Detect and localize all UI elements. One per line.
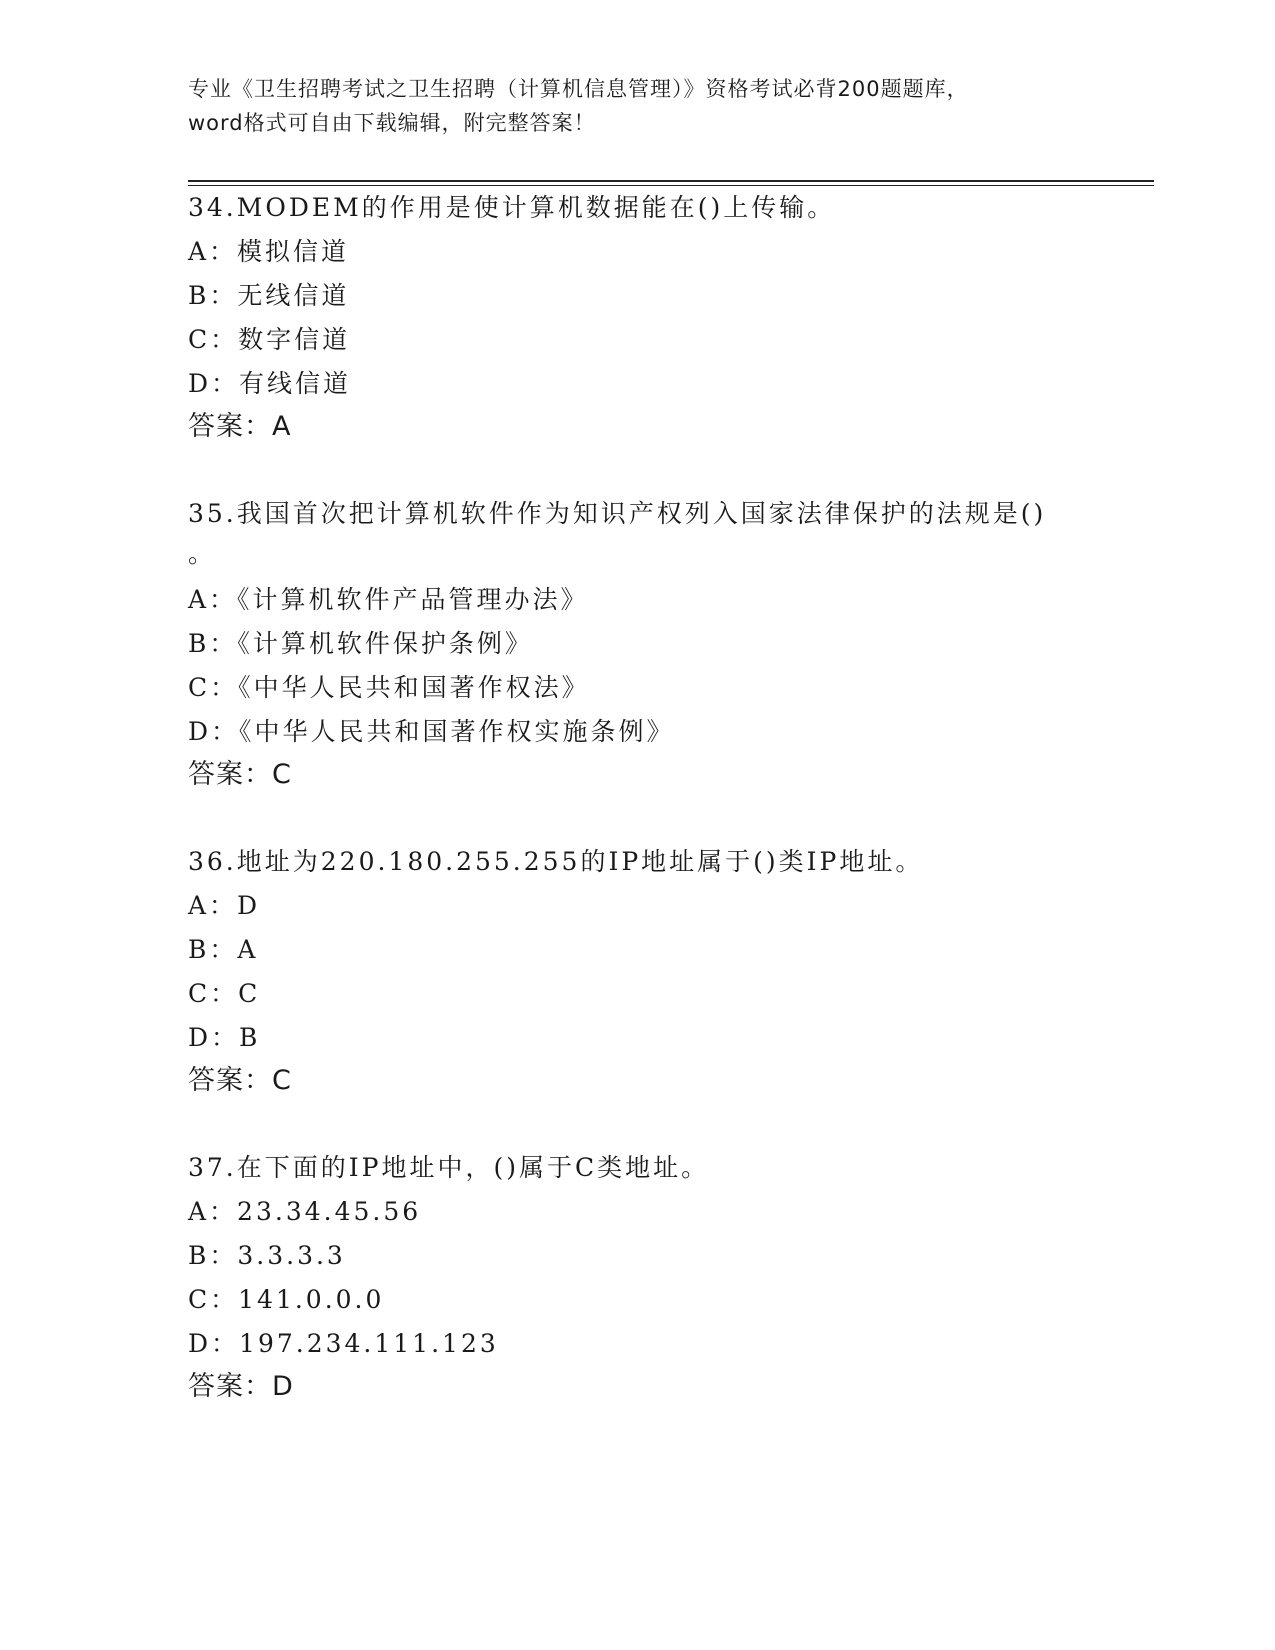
question-37-answer: 答案：D xyxy=(188,1371,294,1402)
document-header xyxy=(188,72,1088,140)
question-35-option-a: A：《计算机软件产品管理办法》 xyxy=(188,585,589,614)
question-36-option-d: D：B xyxy=(188,1023,261,1052)
question-35-stem-continuation: 。 xyxy=(188,539,217,568)
question-35-stem: 35.我国首次把计算机软件作为知识产权列入国家法律保护的法规是() xyxy=(188,499,1047,528)
header-divider-thin xyxy=(188,185,1154,186)
question-36-option-b: B：A xyxy=(188,935,259,964)
header-line-1: 专业《卫生招聘考试之卫生招聘（计算机信息管理）》资格考试必背200题题库， xyxy=(188,77,969,101)
question-34-option-b: B：无线信道 xyxy=(188,281,350,310)
question-34-stem: 34.MODEM的作用是使计算机数据能在()上传输。 xyxy=(188,193,836,222)
question-37-option-c: C：141.0.0.0 xyxy=(188,1285,385,1314)
question-34-answer: 答案：A xyxy=(188,411,292,442)
question-35-option-c: C：《中华人民共和国著作权法》 xyxy=(188,673,590,702)
header-divider-thick xyxy=(188,180,1154,182)
question-36-option-a: A：D xyxy=(188,891,261,920)
question-36-stem: 36.地址为220.180.255.255的IP地址属于()类IP地址。 xyxy=(188,847,924,876)
question-34-option-a: A：模拟信道 xyxy=(188,237,350,266)
question-34-option-c: C：数字信道 xyxy=(188,325,351,354)
question-37-stem: 37.在下面的IP地址中，()属于C类地址。 xyxy=(188,1153,710,1182)
question-35-option-b: B：《计算机软件保护条例》 xyxy=(188,629,533,658)
question-34-option-d: D：有线信道 xyxy=(188,369,352,398)
question-37-option-a: A：23.34.45.56 xyxy=(188,1197,422,1226)
question-37-option-b: B：3.3.3.3 xyxy=(188,1241,346,1270)
question-36-answer: 答案：C xyxy=(188,1065,292,1096)
question-37-option-d: D：197.234.111.123 xyxy=(188,1329,499,1358)
question-35-answer: 答案：C xyxy=(188,759,292,790)
question-36-option-c: C：C xyxy=(188,979,261,1008)
question-35-option-d: D：《中华人民共和国著作权实施条例》 xyxy=(188,717,675,746)
header-line-2: word格式可自由下载编辑，附完整答案！ xyxy=(188,111,596,135)
